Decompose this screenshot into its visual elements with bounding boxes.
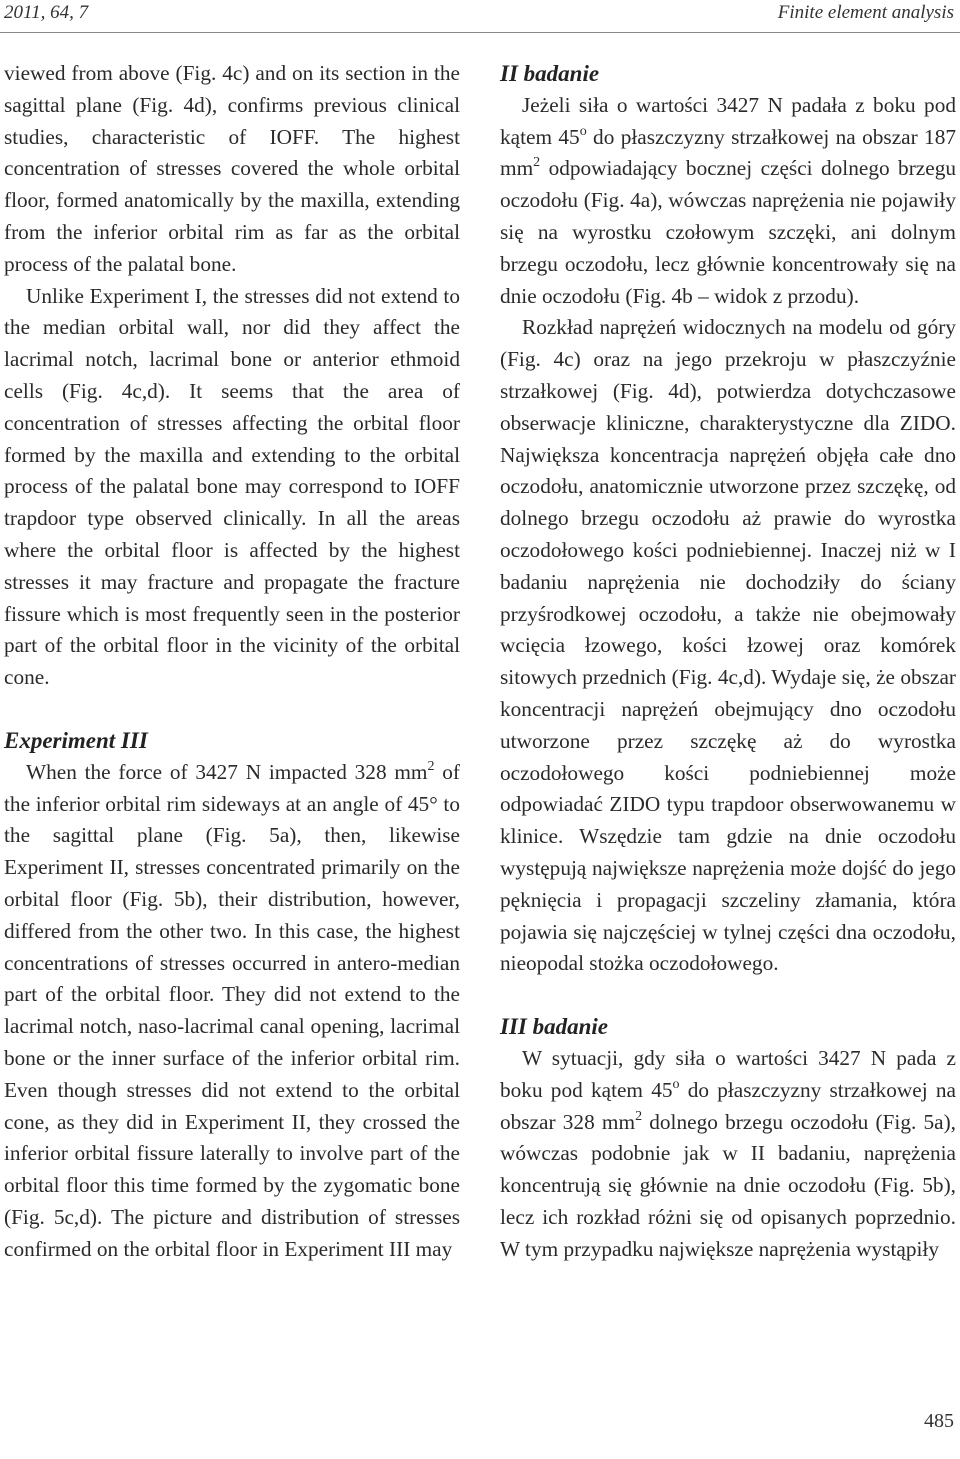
- section-heading: II badanie: [500, 61, 600, 86]
- journal-issue: 2011, 64, 7: [4, 2, 89, 23]
- polish-column: [500, 58, 956, 1265]
- paragraph: Unlike Experiment I, the stresses did not extend to the median orbital wall, nor did they affect the lacrimal notch, lacrimal bone or anterior ethmoid cells (Fig. 4c,d). It seems that the area of concentration of stresses affecting the orbital floor formed by the maxilla and extending to the orbital process of the palatal bone may correspond to IOFF trapdoor type observed clinically. In all the areas where the orbital floor is affected by the highest stresses it may fracture and propagate the fracture fissure which is most frequently seen in the posterior part of the orbital floor in the vicinity of the orbital cone.: [4, 283, 460, 690]
- section-heading: Experiment III: [4, 727, 148, 753]
- english-column: [4, 58, 460, 1265]
- paragraph: W sytuacji, gdy siła o wartości 3427 N pada z boku pod kątem 45$^o$ do płaszczyzny strzałkowej na obszar 328 $mm^2$ dolnego brzegu oczodołu (Fig. 5a), wówczas podobnie jak w II badaniu, naprężenia koncentrują się głównie na dnie oczodołu (Fig. 5b), lecz ich rozkład różni się od opisanych poprzednio. W tym przypadku największe naprężenia wystąpiły: [500, 1045, 956, 1261]
- running-title: Finite element analysis: [777, 2, 954, 23]
- paragraph: Rozkład naprężeń widocznych na modelu od góry (Fig. 4c) oraz na jego przekroju w płaszczyźnie strzałkowej (Fig. 4d), potwierdza dotychczasowe obserwacje kliniczne, charakterystyczne dla ZIDO. Największa koncentracja naprężeń objęła całe dno oczodołu, anatomicznie utworzone przez szczękę, od dolnego brzegu oczodołu aż prawie do wyrostka oczodołowego kości podniebiennej. Inaczej niż w I badaniu naprężenia nie dochodziły do ściany przyśrodkowej oczodołu, a także nie obejmowały wcięcia łzowego, kości łzowej oraz komórek sitowych przednich (Fig. 4c,d). Wydaje się, że obszar koncentracji naprężeń obejmujący dno oczodołu utworzone przez szczękę aż do wyrostka oczodołowego kości podniebiennej może odpowiadać ZIDO typu trapdoor obserwowanemu w klinice. Wszędzie tam gdzie na dnie oczodołu występują największe naprężenia może dojść do jego pęknięcia i propagacji szczeliny złamania, która pojawia się najczęściej w tylnej części dna oczodołu, nieopodal stożka oczodołowego.: [500, 315, 956, 976]
- paragraph: Jeżeli siła o wartości 3427 N padała z boku pod kątem 45$^o$ do płaszczyzny strzałkowej na obszar 187 $mm^2$ odpowiadający bocznej części dolnego brzegu oczodołu (Fig. 4a), wówczas naprężenia nie pojawiły się na wyrostku czołowym szczęki, ani dolnym brzegu oczodołu, lecz głównie koncentrowały się na dnie oczodołu (Fig. 4b – widok z przodu).: [500, 92, 956, 308]
- page-number: 485: [924, 1410, 954, 1432]
- superscript: 2: [427, 758, 435, 774]
- superscript: 2: [533, 155, 541, 171]
- paragraph: viewed from above (Fig. 4c) and on its section in the sagittal plane (Fig. 4d), confirms previous clinical studies, characteristic of IOFF. The highest concentration of stresses covered the whole orbital floor, formed anatomically by the maxilla, extending from the inferior orbital rim as far as the orbital process of the palatal bone.: [4, 61, 460, 276]
- superscript: 2: [635, 1108, 643, 1124]
- paragraph: When the force of 3427 N impacted 328 $mm^2$ of the inferior orbital rim sideways at an angle of 45° to the sagittal plane (Fig. 5a), then, likewise Experiment II, stresses concentrated primarily on the orbital floor (Fig. 5b), their distribution, however, differed from the other two. In this case, the highest concentrations of stresses occurred in antero-median part of the orbital floor. They did not extend to the lacrimal notch, naso-lacrimal canal opening, lacrimal bone or the inner surface of the inferior orbital rim. Even though stresses did not extend to the orbital cone, as they did in Experiment II, they crossed the inferior orbital fissure laterally to involve part of the orbital floor this time formed by the zygomatic bone (Fig. 5c,d). The picture and distribution of stresses confirmed on the orbital floor in Experiment III may: [4, 758, 460, 1261]
- degree-mark: o: [579, 123, 587, 139]
- section-heading: III badanie: [500, 1014, 608, 1040]
- running-header: [0, 0, 960, 33]
- degree-mark: o: [672, 1076, 680, 1092]
